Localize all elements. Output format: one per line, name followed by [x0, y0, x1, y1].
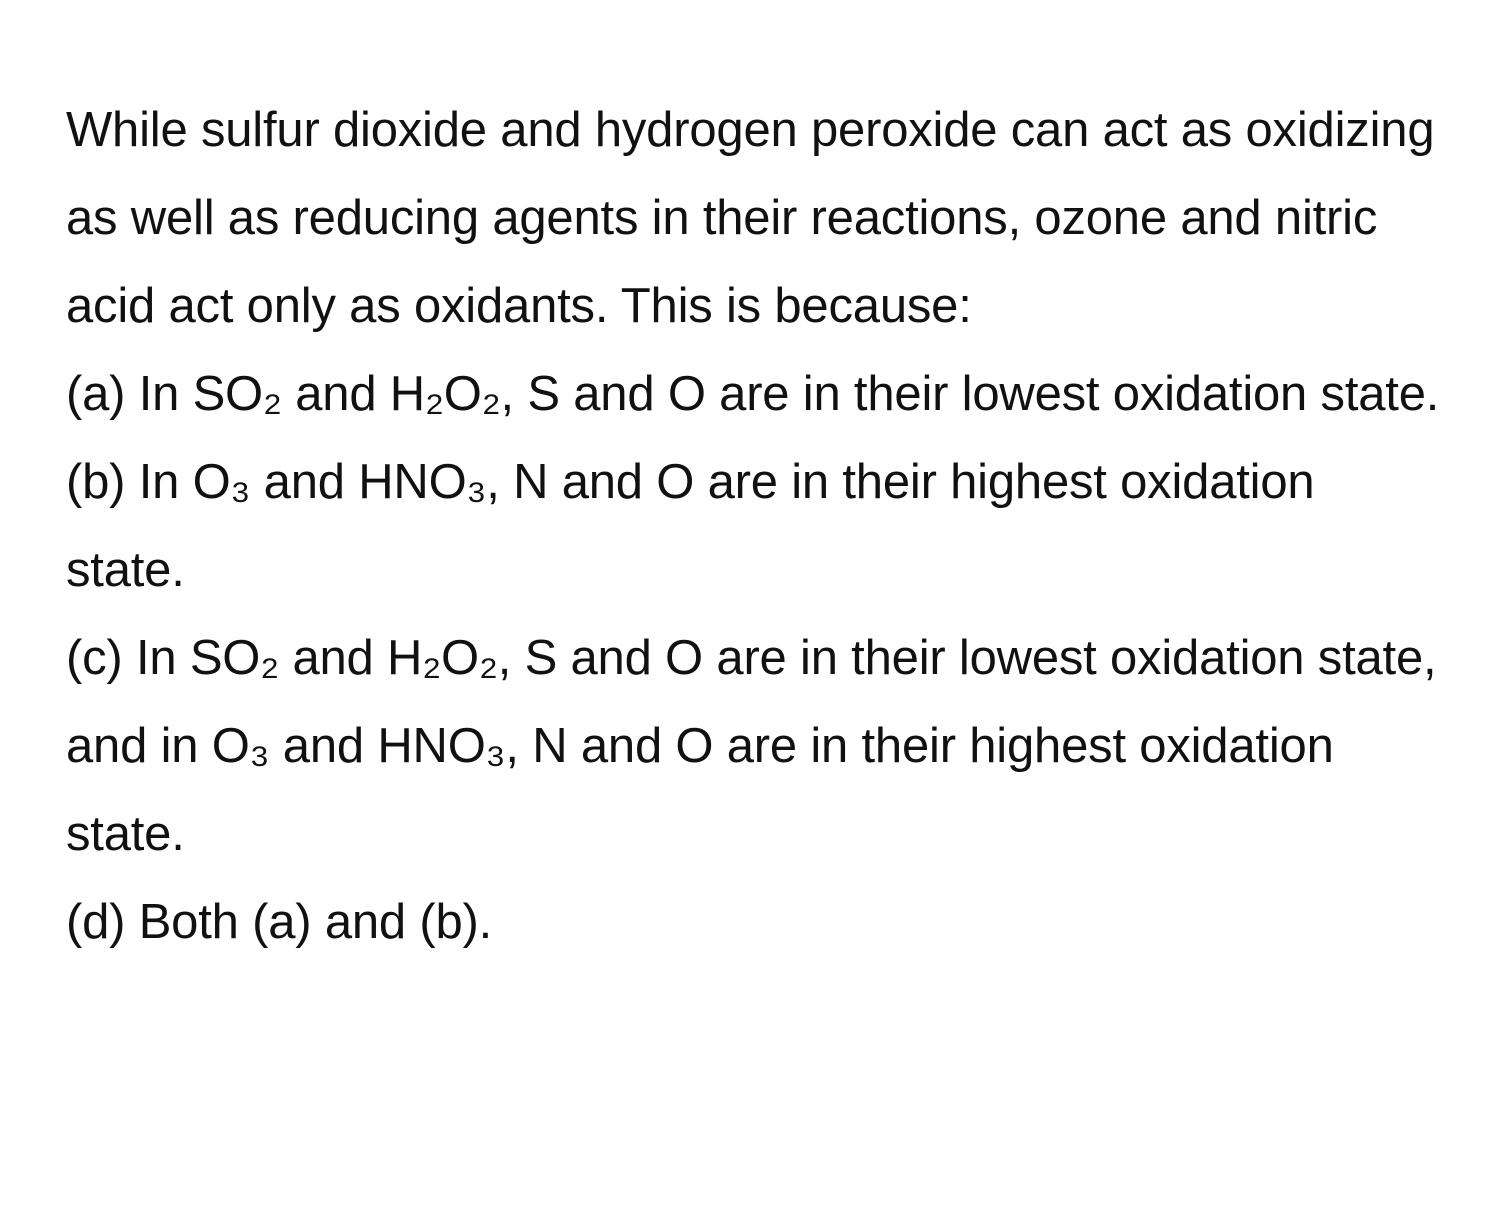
option-c: (c) In SO₂ and H₂O₂, S and O are in their lowest oxidation state, and in O₃ and HNO₃, N and O are in their highest oxidation state. [66, 631, 1437, 861]
option-a: (a) In SO₂ and H₂O₂, S and O are in their lowest oxidation state. [66, 367, 1440, 421]
option-d: (d) Both (a) and (b). [66, 895, 493, 949]
question-block [66, 86, 1446, 966]
option-b: (b) In O₃ and HNO₃, N and O are in their highest oxidation state. [66, 455, 1315, 597]
question-stem: While sulfur dioxide and hydrogen peroxide can act as oxidizing as well as reducing agents in their reactions, ozone and nitric acid act only as oxidants. This is because: [66, 103, 1435, 333]
